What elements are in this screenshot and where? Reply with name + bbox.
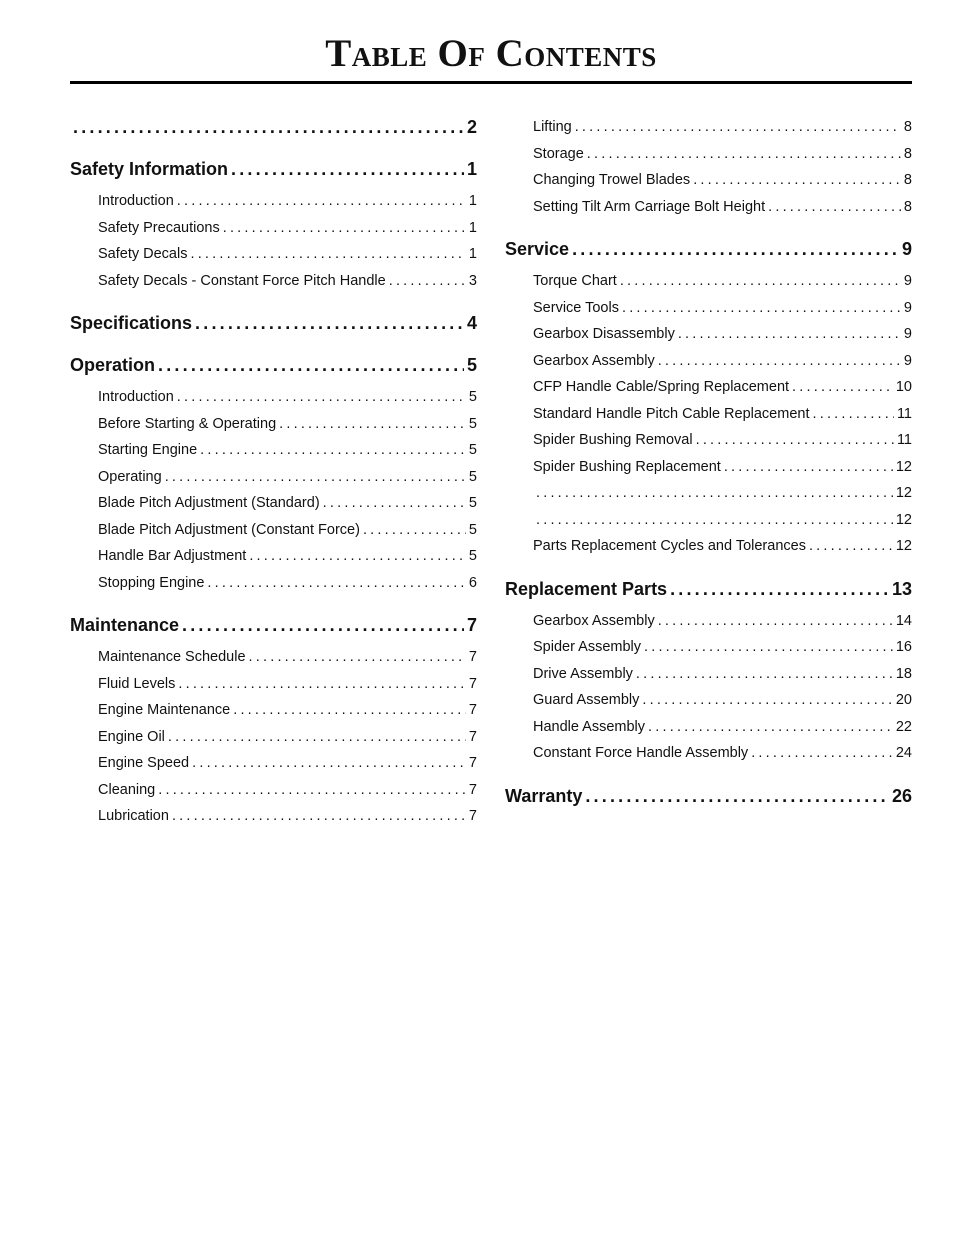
toc-entry-engine-speed[interactable] <box>70 750 477 777</box>
toc-dot-leader <box>158 352 464 378</box>
toc-dot-leader <box>812 401 893 428</box>
toc-entry-spider-bushing-removal[interactable] <box>505 427 912 454</box>
toc-entry-fluid-levels[interactable] <box>70 671 477 698</box>
toc-entry-handle-bar-adjustment[interactable] <box>70 543 477 570</box>
toc-entry-label: Service Tools <box>533 299 619 316</box>
toc-page-number: 9 <box>903 299 912 316</box>
toc-page-number: 7 <box>468 728 477 745</box>
toc-dot-leader <box>249 543 466 570</box>
toc-entry-service-tools[interactable] <box>505 295 912 322</box>
toc-entry-blade-pitch-adjustment-standard[interactable] <box>70 490 477 517</box>
toc-dot-leader <box>724 454 893 481</box>
toc-page-number: 11 <box>896 405 912 422</box>
toc-dot-leader <box>693 167 901 194</box>
toc-dot-leader <box>587 141 901 168</box>
toc-entry-label: Blade Pitch Adjustment (Constant Force) <box>98 521 360 538</box>
toc-dot-leader <box>223 215 466 242</box>
toc-entry-lubrication[interactable] <box>70 803 477 830</box>
toc-entry-label: Lubrication <box>98 808 169 824</box>
toc-dot-leader <box>178 671 466 698</box>
toc-page-number: 5 <box>468 495 477 511</box>
toc-entry-stopping-engine[interactable] <box>70 570 477 597</box>
page-title: Table Of Contents <box>325 32 657 75</box>
toc-entry-label: Guard Assembly <box>533 692 640 708</box>
toc-entry-blade-pitch-adjustment-constant-force[interactable] <box>70 517 477 544</box>
toc-entry-torque-chart[interactable] <box>505 268 912 295</box>
toc-entry-label: Setting Tilt Arm Carriage Bolt Height <box>533 198 766 215</box>
toc-dot-leader <box>165 464 466 491</box>
toc-dot-leader <box>536 507 893 534</box>
toc-dot-leader <box>192 750 466 777</box>
toc-entry-label: Storage <box>533 145 584 162</box>
toc-page-number: 18 <box>895 665 912 682</box>
toc-page-number: 20 <box>895 692 912 708</box>
toc-page-number: 5 <box>468 442 477 458</box>
toc-page-number: 8 <box>903 145 912 162</box>
toc-section-maintenance[interactable] <box>70 612 477 638</box>
toc-page-number: 7 <box>468 675 477 692</box>
toc-entry-changing-trowel-blades[interactable] <box>505 167 912 194</box>
toc-entry-label: Safety Decals - Constant Force Pitch Handle <box>98 272 386 289</box>
toc-page-number: 7 <box>468 808 477 824</box>
toc-dot-leader <box>696 427 894 454</box>
toc-entry-label: Cleaning <box>98 781 156 798</box>
toc-section-service[interactable] <box>505 236 912 262</box>
toc-entry-label: Torque Chart <box>533 273 617 289</box>
toc-page-number: 7 <box>468 702 477 718</box>
toc-page-number: 6 <box>468 574 477 591</box>
toc-entry-constant-force-handle-assembly[interactable] <box>505 740 912 767</box>
toc-page-number: 5 <box>468 521 477 538</box>
toc-page-number: 12 <box>895 485 912 501</box>
toc-page-number: 1 <box>468 219 477 236</box>
toc-page-number: 5 <box>468 468 477 485</box>
toc-entry-safety-precautions[interactable] <box>70 215 477 242</box>
toc-page-number: 7 <box>466 615 477 635</box>
toc-entry-label: Drive Assembly <box>533 665 633 682</box>
toc-entry-label: Warranty <box>505 785 583 806</box>
toc-dot-leader <box>768 194 901 221</box>
toc-dot-leader <box>648 714 893 741</box>
toc-dot-leader <box>658 608 893 635</box>
toc-entry-label: Parts Replacement Cycles and Tolerances <box>533 538 806 554</box>
toc-entry-gearbox-assembly[interactable] <box>505 348 912 375</box>
toc-section-warranty[interactable] <box>505 783 912 809</box>
toc-dot-leader <box>249 644 466 671</box>
toc-entry-handle-assembly[interactable] <box>505 714 912 741</box>
toc-page-number: 16 <box>895 639 912 655</box>
toc-entry-before-starting-operating[interactable] <box>70 411 477 438</box>
toc-dot-leader <box>670 576 889 602</box>
toc-entry-drive-assembly[interactable] <box>505 661 912 688</box>
toc-entry-label: Changing Trowel Blades <box>533 172 691 188</box>
toc-entry-label: Maintenance Schedule <box>98 649 246 665</box>
toc-entry-label: Safety Information <box>70 159 229 179</box>
toc-dot-leader <box>207 570 466 597</box>
toc-entry-label: Replacement Parts <box>505 578 668 599</box>
toc-entry-label: CFP Handle Cable/Spring Replacement <box>533 379 790 395</box>
title-divider <box>70 81 912 84</box>
toc-dot-leader <box>168 724 466 751</box>
toc-entry-guard-assembly[interactable] <box>505 687 912 714</box>
toc-dot-leader <box>644 634 893 661</box>
toc-page-number: 9 <box>901 239 912 259</box>
toc-dot-leader <box>233 697 466 724</box>
toc-dot-leader <box>620 268 901 295</box>
toc-entry-gearbox-disassembly[interactable] <box>505 321 912 348</box>
toc-entry-starting-engine[interactable] <box>70 437 477 464</box>
toc-entry-label: Service <box>505 239 570 259</box>
toc-entry-introduction[interactable] <box>70 384 477 411</box>
toc-entry-lifting[interactable] <box>505 114 912 141</box>
toc-entry-label: Maintenance <box>70 615 180 635</box>
toc-entry-label: Handle Assembly <box>533 718 646 735</box>
toc-dot-leader <box>158 777 466 804</box>
toc-dot-leader <box>177 188 466 215</box>
toc-dot-leader <box>182 612 464 638</box>
toc-page-number: 5 <box>468 415 477 432</box>
toc-entry-safety-decals[interactable] <box>70 241 477 268</box>
toc-page-number: 24 <box>895 745 912 761</box>
toc-entry-label: Fluid Levels <box>98 675 176 692</box>
toc-entry-label: Gearbox Assembly <box>533 352 655 369</box>
toc-dot-leader <box>636 661 893 688</box>
toc-section-replacement-parts[interactable] <box>505 576 912 602</box>
toc-entry-label: Spider Assembly <box>533 639 641 655</box>
toc-entry-label: Engine Oil <box>98 728 165 745</box>
toc-entry-label: Standard Handle Pitch Cable Replacement <box>533 405 810 422</box>
toc-dot-leader <box>585 783 889 809</box>
toc-dot-leader <box>809 533 893 560</box>
toc-entry-label: Engine Speed <box>98 755 190 771</box>
toc-entry-introduction[interactable] <box>70 188 477 215</box>
toc-left-column <box>70 114 477 830</box>
toc-entry-cfp-handle-cable-spring-replacement[interactable] <box>505 374 912 401</box>
toc-entry-label: Gearbox Assembly <box>533 612 655 629</box>
toc-section-operation[interactable] <box>70 352 477 378</box>
toc-entry-label: Safety Decals <box>98 246 188 262</box>
toc-entry-gearbox-assembly[interactable] <box>505 608 912 635</box>
toc-entry-cleaning[interactable] <box>70 777 477 804</box>
toc-entry-parts-replacement-cycles-and-tolerances[interactable] <box>505 533 912 560</box>
toc-dot-leader <box>792 374 893 401</box>
toc-dot-leader <box>172 803 466 830</box>
toc-entry-label: Stopping Engine <box>98 574 205 591</box>
toc-page-number: 8 <box>903 172 912 188</box>
toc-entry-label: Constant Force Handle Assembly <box>533 745 749 761</box>
toc-dot-leader <box>751 740 893 767</box>
toc-dot-leader <box>200 437 466 464</box>
toc-entry-label: Specifications <box>70 313 193 333</box>
toc-right-column <box>505 114 912 815</box>
toc-page-number: 10 <box>895 379 912 395</box>
toc-section-safety-information[interactable] <box>70 156 477 182</box>
toc-entry-spider-bushing-replacement[interactable] <box>505 454 912 481</box>
toc-entry-label: Safety Precautions <box>98 219 220 236</box>
toc-page-number: 8 <box>903 119 912 135</box>
toc-dot-leader <box>177 384 466 411</box>
toc-page-number: 13 <box>891 578 912 599</box>
toc-entry-label: Operation <box>70 355 156 375</box>
toc-page-number: 7 <box>468 755 477 771</box>
toc-dot-leader <box>536 480 893 507</box>
toc-page-number: 8 <box>903 198 912 215</box>
toc-page-number: 12 <box>895 511 912 528</box>
toc-page-number: 26 <box>891 785 912 806</box>
toc-page-number: 9 <box>903 352 912 369</box>
toc-entry-label: Starting Engine <box>98 442 198 458</box>
toc-entry-label: Engine Maintenance <box>98 702 231 718</box>
toc-entry-label: Introduction <box>98 193 174 209</box>
toc-entry-untitled[interactable] <box>505 480 912 507</box>
toc-dot-leader <box>195 310 464 336</box>
toc-dot-leader <box>658 348 901 375</box>
toc-dot-leader <box>642 687 892 714</box>
toc-entry-standard-handle-pitch-cable-replacement[interactable] <box>505 401 912 428</box>
toc-entry-engine-maintenance[interactable] <box>70 697 477 724</box>
toc-entry-engine-oil[interactable] <box>70 724 477 751</box>
toc-entry-label: Gearbox Disassembly <box>533 326 675 342</box>
toc-page-number: 2 <box>466 117 477 137</box>
toc-entry-label: Lifting <box>533 119 572 135</box>
toc-page-number: 7 <box>468 649 477 665</box>
toc-page-number: 5 <box>466 355 477 375</box>
toc-page-number: 12 <box>895 458 912 475</box>
toc-page-number: 5 <box>468 548 477 564</box>
toc-dot-leader <box>323 490 466 517</box>
toc-page-number: 4 <box>466 313 477 333</box>
toc-dot-leader <box>73 114 464 140</box>
toc-page-number: 9 <box>903 273 912 289</box>
toc-page-number: 9 <box>903 326 912 342</box>
toc-entry-label: Operating <box>98 468 162 485</box>
toc-entry-spider-assembly[interactable] <box>505 634 912 661</box>
toc-page-number: 3 <box>468 272 477 289</box>
toc-entry-storage[interactable] <box>505 141 912 168</box>
toc-page-number: 1 <box>466 159 477 179</box>
toc-page-number: 12 <box>895 538 912 554</box>
toc-page-number: 22 <box>895 718 912 735</box>
toc-page-number: 14 <box>895 612 912 629</box>
toc-dot-leader <box>678 321 901 348</box>
toc-page-number: 11 <box>896 432 912 448</box>
toc-dot-leader <box>572 236 899 262</box>
toc-entry-label: Handle Bar Adjustment <box>98 548 247 564</box>
toc-entry-untitled[interactable] <box>505 507 912 534</box>
toc-dot-leader <box>363 517 466 544</box>
toc-dot-leader <box>575 114 901 141</box>
toc-entry-label: Introduction <box>98 389 174 405</box>
toc-entry-label: Spider Bushing Replacement <box>533 458 721 475</box>
toc-entry-safety-decals-constant-force-pitch-handle[interactable] <box>70 268 477 295</box>
toc-entry-maintenance-schedule[interactable] <box>70 644 477 671</box>
toc-entry-label: Before Starting & Operating <box>98 415 277 432</box>
toc-page-number: 1 <box>468 246 477 262</box>
toc-entry-label: Spider Bushing Removal <box>533 432 693 448</box>
toc-entry-operating[interactable] <box>70 464 477 491</box>
toc-entry-setting-tilt-arm-carriage-bolt-height[interactable] <box>505 194 912 221</box>
toc-dot-leader <box>622 295 901 322</box>
toc-dot-leader <box>231 156 464 182</box>
toc-page-number: 5 <box>468 389 477 405</box>
toc-section-untitled[interactable] <box>70 114 477 140</box>
toc-page-number: 1 <box>468 193 477 209</box>
toc-section-specifications[interactable] <box>70 310 477 336</box>
toc-entry-label: Blade Pitch Adjustment (Standard) <box>98 495 320 511</box>
toc-dot-leader <box>190 241 465 268</box>
toc-dot-leader <box>279 411 466 438</box>
toc-dot-leader <box>389 268 466 295</box>
toc-page-number: 7 <box>468 781 477 798</box>
